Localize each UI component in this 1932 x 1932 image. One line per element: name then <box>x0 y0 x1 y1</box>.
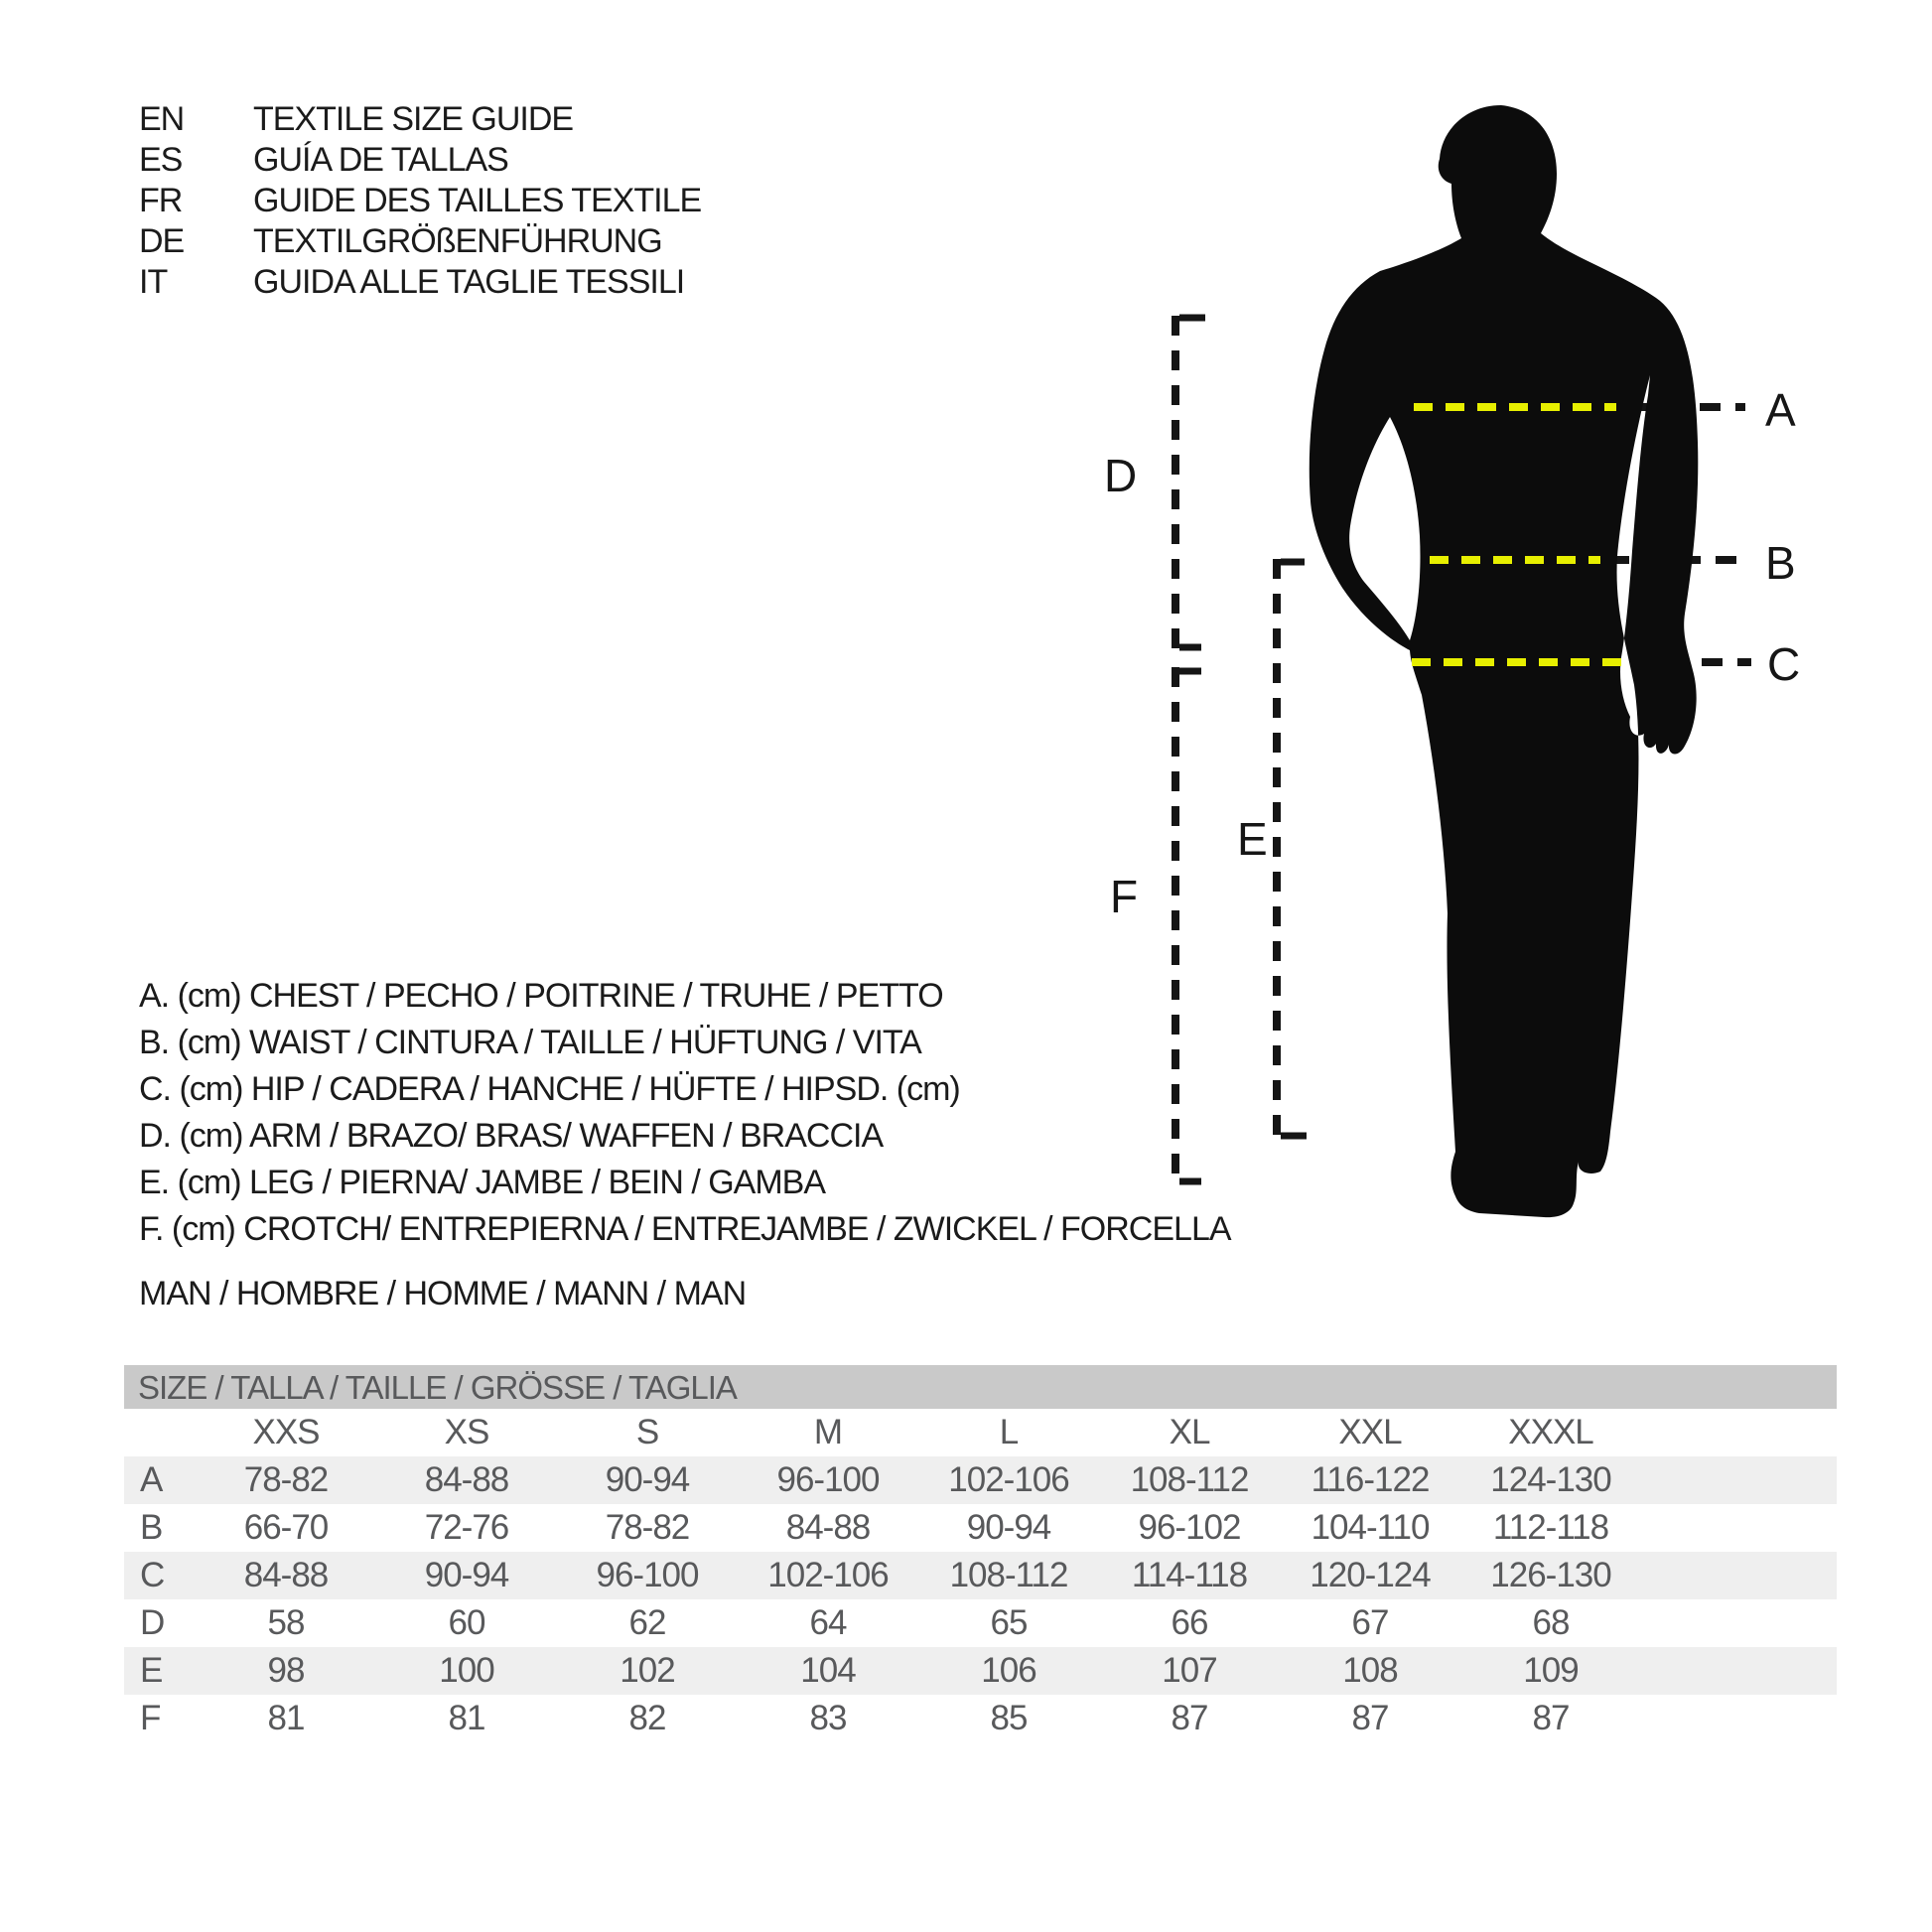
cell: 90-94 <box>966 1508 1051 1547</box>
cell: 65 <box>990 1603 1028 1642</box>
title-text: TEXTILGRÖßENFÜHRUNG <box>253 222 662 260</box>
cell: 102 <box>620 1651 675 1690</box>
row-label: B <box>140 1508 163 1547</box>
measure-label-chest: A <box>1765 384 1795 436</box>
gender-line: MAN / HOMBRE / HOMME / MANN / MAN <box>139 1275 747 1312</box>
cell: 87 <box>1351 1699 1389 1737</box>
cell: 108-112 <box>1130 1460 1249 1499</box>
title-text: GUÍA DE TALLAS <box>253 141 508 179</box>
legend-arm: D. (cm) ARM / BRAZO/ BRAS/ WAFFEN / BRACCIA <box>139 1117 884 1155</box>
cell: 84-88 <box>424 1460 509 1499</box>
title-text: TEXTILE SIZE GUIDE <box>253 100 574 138</box>
cell: 68 <box>1532 1603 1570 1642</box>
row-label: E <box>140 1651 163 1690</box>
cell: 126-130 <box>1490 1556 1611 1594</box>
table-row <box>124 1695 1837 1742</box>
cell: 100 <box>439 1651 494 1690</box>
cell: 84-88 <box>243 1556 329 1594</box>
legend-hip: C. (cm) HIP / CADERA / HANCHE / HÜFTE / HIPSD. (cm) <box>139 1070 960 1108</box>
cell: 78-82 <box>605 1508 690 1547</box>
table-row <box>124 1599 1837 1647</box>
language-code: ES <box>139 141 183 179</box>
language-code: IT <box>139 263 168 301</box>
cell: 58 <box>267 1603 305 1642</box>
man-silhouette <box>1310 105 1699 1217</box>
row-label: A <box>140 1460 163 1499</box>
cell: 98 <box>267 1651 305 1690</box>
cell: 120-124 <box>1310 1556 1431 1594</box>
cell: 87 <box>1532 1699 1570 1737</box>
table-row <box>124 1552 1837 1599</box>
measure-label-arm: D <box>1104 450 1137 501</box>
corner-cell <box>124 1409 196 1456</box>
cell: 106 <box>981 1651 1036 1690</box>
cell: 82 <box>628 1699 666 1737</box>
measure-label-waist: B <box>1765 537 1795 589</box>
language-code: DE <box>139 222 185 260</box>
cell: 102-106 <box>767 1556 889 1594</box>
language-code: EN <box>139 100 185 138</box>
cell: 81 <box>448 1699 485 1737</box>
measure-label-crotch: F <box>1110 871 1138 922</box>
measurement-legend <box>139 973 1231 1253</box>
cell: 102-106 <box>948 1460 1069 1499</box>
cell: 124-130 <box>1490 1460 1611 1499</box>
table-row <box>124 1456 1837 1504</box>
legend-waist: B. (cm) WAIST / CINTURA / TAILLE / HÜFTUNG / VITA <box>139 1024 921 1061</box>
cell: 81 <box>267 1699 305 1737</box>
cell: 90-94 <box>605 1460 690 1499</box>
cell: 107 <box>1162 1651 1217 1690</box>
cell: 78-82 <box>243 1460 329 1499</box>
cell: 96-100 <box>776 1460 880 1499</box>
legend-crotch: F. (cm) CROTCH/ ENTREPIERNA / ENTREJAMBE / ZWICKEL / FORCELLA <box>139 1210 1231 1248</box>
language-code: FR <box>139 182 183 219</box>
cell: 66-70 <box>243 1508 329 1547</box>
cell: 83 <box>809 1699 847 1737</box>
cell: 108-112 <box>949 1556 1068 1594</box>
cell: 104-110 <box>1311 1508 1430 1547</box>
cell: 112-118 <box>1492 1508 1609 1547</box>
cell: 96-100 <box>596 1556 699 1594</box>
cell: 96-102 <box>1138 1508 1241 1547</box>
cell: 64 <box>809 1603 847 1642</box>
cell: 109 <box>1523 1651 1579 1690</box>
column-header: S <box>635 1413 659 1451</box>
cell: 90-94 <box>424 1556 509 1594</box>
cell: 85 <box>990 1699 1028 1737</box>
cell: 87 <box>1171 1699 1208 1737</box>
size-table-title: SIZE / TALLA / TAILLE / GRÖSSE / TAGLIA <box>124 1365 1837 1409</box>
row-label: D <box>140 1603 165 1642</box>
column-header: XS <box>444 1413 489 1451</box>
cell: 114-118 <box>1131 1556 1248 1594</box>
legend-leg: E. (cm) LEG / PIERNA/ JAMBE / BEIN / GAMBA <box>139 1164 826 1201</box>
column-header: L <box>999 1413 1019 1451</box>
row-label: C <box>140 1556 165 1594</box>
cell: 84-88 <box>785 1508 871 1547</box>
column-header: XL <box>1169 1413 1210 1451</box>
measure-label-leg: E <box>1237 813 1267 865</box>
title-text: GUIDA ALLE TAGLIE TESSILI <box>253 263 685 301</box>
column-header: XXS <box>252 1413 320 1451</box>
legend-chest: A. (cm) CHEST / PECHO / POITRINE / TRUHE / PETTO <box>139 977 943 1015</box>
column-header: XXL <box>1338 1413 1402 1451</box>
cell: 62 <box>628 1603 666 1642</box>
size-table-column-headers <box>124 1409 1837 1456</box>
column-header: XXXL <box>1508 1413 1593 1451</box>
cell: 72-76 <box>424 1508 509 1547</box>
column-header: M <box>813 1413 843 1451</box>
cell: 67 <box>1351 1603 1389 1642</box>
measure-label-hip: C <box>1767 638 1800 690</box>
cell: 60 <box>448 1603 485 1642</box>
cell: 108 <box>1342 1651 1398 1690</box>
cell: 104 <box>800 1651 856 1690</box>
cell: 116-122 <box>1311 1460 1430 1499</box>
title-text: GUIDE DES TAILLES TEXTILE <box>253 182 702 219</box>
row-label: F <box>140 1699 161 1737</box>
table-row <box>124 1647 1837 1695</box>
cell: 66 <box>1171 1603 1208 1642</box>
table-row <box>124 1504 1837 1552</box>
size-table <box>124 1365 1837 1742</box>
